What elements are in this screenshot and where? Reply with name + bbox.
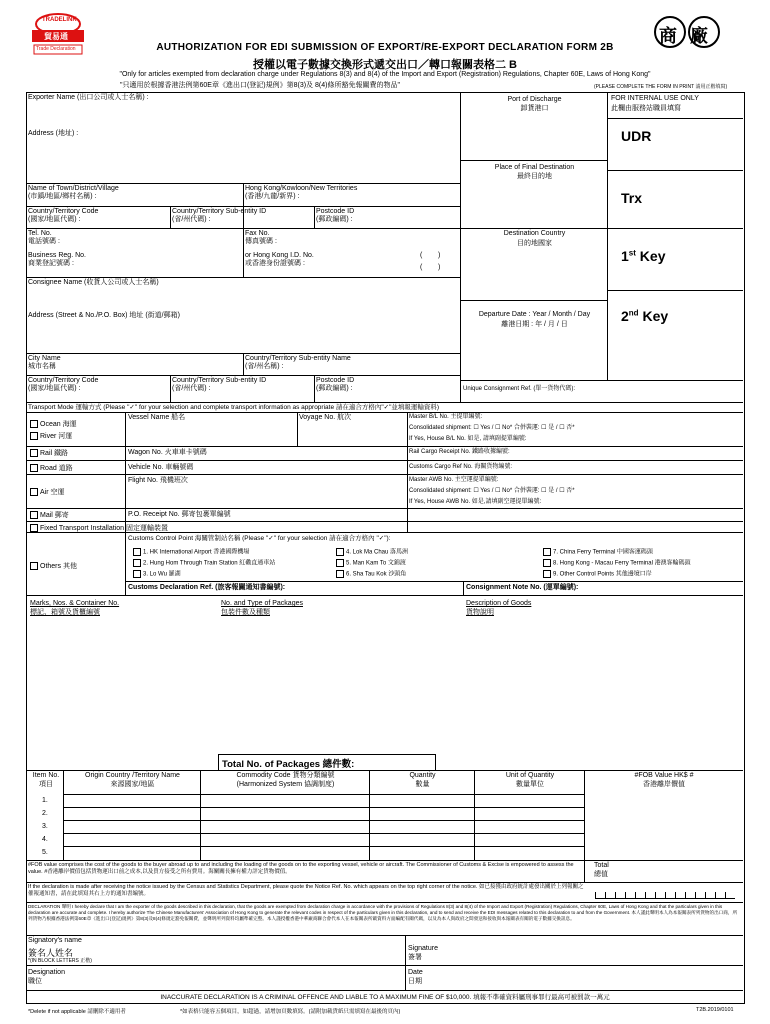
notice-ref-digit[interactable] — [645, 892, 655, 898]
logo — [28, 12, 88, 62]
cp2-option[interactable]: 2. Hung Hom Through Train Station 紅磡直通車站 — [133, 559, 275, 568]
consignee-postcode-label: Postcode ID (郵政編碼) : — [316, 377, 355, 392]
river-checkbox[interactable] — [30, 432, 38, 440]
ocean-checkbox[interactable] — [30, 420, 38, 428]
cp1-option[interactable]: 1. HK International Airport 香港國際機場 — [133, 548, 249, 557]
exporter-postcode-label: Postcode ID (郵政編碼) : — [316, 208, 355, 223]
vehicle-label: Vehicle No. 車輛號碼 — [128, 464, 194, 471]
items-header-en: #FOB Value HK$ # — [634, 772, 694, 779]
port-label-zh: 卸貨港口 — [520, 105, 549, 112]
depart-label-zh: 離港日期 : 年 / 月 / 日 — [501, 321, 568, 328]
road-checkbox[interactable] — [30, 464, 38, 472]
logo-text-top: TRADELINK — [42, 17, 77, 23]
total-label-zh: 總值 — [594, 871, 608, 878]
ocean-option[interactable]: Ocean 海運 — [30, 420, 77, 429]
subentity-name-label: Country/Territory Sub-entity Name (省/州名稱) : — [245, 355, 351, 370]
items-header-en: Commodity Code 貨物分類編號 — [236, 772, 335, 779]
depart-label-en: Departure Date : Year / Month / Day — [478, 311, 591, 318]
cp6-option[interactable]: 6. Sha Tau Kok 沙頭角 — [336, 570, 406, 579]
road-option[interactable]: Road 道路 — [30, 464, 73, 473]
notice-ref-digit[interactable] — [595, 892, 605, 898]
marks-label-en: Marks, Nos. & Container No. — [30, 600, 120, 607]
exporter-subentity-label: Country/Territory Sub-entity ID (省/州代碼) : — [172, 208, 267, 223]
consignee-country-label: Country/Territory Code (國家/地區代碼) : — [28, 377, 99, 392]
signatory-hint: *(IN BLOCK LETTERS 正楷) — [28, 958, 92, 964]
designation-label-zh: 職位 — [28, 978, 42, 985]
master-awb-label: Master AWB No. 主空運提單編號: — [409, 477, 499, 483]
items-header-en: Quantity — [409, 772, 436, 779]
house-bl-label: If Yes, House B/L No. 如是, 請填副提單編號: — [409, 436, 527, 442]
exemption-note-en: "Only for articles exempted from declaration charge under Regulations 8(3) and 8(4) of the Import and Export (Registration) Regulations, Chapter 60E, Laws of Hong Kong" — [119, 71, 651, 78]
port-label-en: Port of Discharge — [507, 96, 562, 103]
notice-ref-boxes[interactable] — [595, 892, 735, 899]
others-checkbox[interactable] — [30, 562, 38, 570]
dest-country-label-en: Destination Country — [503, 230, 566, 237]
item-row-number: 3. — [42, 823, 48, 830]
consignee-name-label: Consignee Name (收貨人公司或人士名稱) — [28, 279, 159, 286]
logo-text-middle: 貿易通 — [44, 32, 68, 41]
signatory-label-en: Signatory's name — [28, 937, 82, 944]
notice-ref-digit[interactable] — [635, 892, 645, 898]
penalty-warning: INACCURATE DECLARATION IS A CRIMINAL OFFENCE AND LIABLE TO A MAXIMUM FINE OF $10,000. 填報不準確資料屬刑事罪行最高可被罰款一萬元 — [160, 994, 610, 1001]
office-title-en: FOR INTERNAL USE ONLY — [611, 95, 699, 102]
final-dest-label-en: Place of Final Destination — [494, 164, 575, 171]
signature-label-en: Signature — [408, 945, 438, 952]
notice-ref-digit[interactable] — [685, 892, 695, 898]
notice-ref-digit[interactable] — [625, 892, 635, 898]
udr-label: UDR — [621, 128, 652, 144]
house-awb-label: If Yes, House AWB No. 如是,請填副空運提單編號: — [409, 499, 542, 505]
items-header-en: Item No. — [32, 772, 60, 779]
office-title-zh: 此欄由服務站職員填寫 — [611, 105, 681, 112]
trx-label: Trx — [621, 190, 643, 206]
wagon-label: Wagon No. 火車車卡號碼 — [128, 449, 207, 456]
exemption-note-zh: "只適用於根據香港法例第60E章《進出口(登記)規例》第8(3)及 8(4)條所豁免報關費的物品" — [120, 82, 400, 89]
city-label: City Name 城市名稱 — [28, 355, 61, 370]
signature-label-zh: 簽署 — [408, 954, 422, 961]
paren-open: ( — [420, 264, 423, 271]
air-checkbox[interactable] — [30, 488, 38, 496]
consignee-subentity-label: Country/Territory Sub-entity ID (省/州代碼) : — [172, 377, 267, 392]
signatory-label-zh: 簽名人姓名 — [28, 948, 74, 958]
town-label: Name of Town/District/Village (市鎮/地區/鄉村名稱) : — [28, 185, 119, 200]
mail-option[interactable]: Mail 郵寄 — [30, 511, 69, 520]
items-header-zh: 數量單位 — [516, 781, 544, 788]
hkid-label: or Hong Kong I.D. No. 或香港身份證號碼 : — [245, 252, 314, 267]
cp4-option[interactable]: 4. Lok Ma Chau 落馬洲 — [336, 548, 408, 557]
customs-decl-ref-label: Customs Declaration Ref. (旅客報關通知書編號): — [128, 584, 286, 591]
marks-label-zh: 標記、箱號及貨櫃編號 — [30, 609, 100, 616]
items-header-zh: 數量 — [415, 781, 430, 788]
cp8-option[interactable]: 8. Hong Kong - Macau Ferry Terminal 港澳客輪碼頭 — [543, 559, 691, 568]
item-row-number: 4. — [42, 836, 48, 843]
total-label-en: Total — [594, 862, 609, 869]
transport-header: Transport Mode 運輸方式 (Please "✓" for your selection and complete transport information as appropriate 請在適合方格內"✓"並填報運輸資料) — [28, 404, 440, 411]
exporter-country-label: Country/Territory Code (國家/地區代碼) : — [28, 208, 99, 223]
flight-label: Flight No. 飛機班次 — [128, 477, 188, 484]
items-header-en: Origin Country /Territory Name — [85, 772, 180, 779]
declaration-text: DECLARATION 聲明 I hereby declare that I am the exporter of the goods described in this declaration, that the goods are exempted from declaration charge in accordance with the provisions of Regulations 8(3) and 8(4) of the Import and Export (Registration) Regulations, Chapter 60E, Laws of Hong Kong and that the particulars given in this declaration are accurate and complete. I hereby authorize The Chinese Manufacturers' Association of Hong Kong to generate the relevant codes in respect of the particulars given in this declaration, and to send and receive the EDI messages related to this declaration to and from the Government. 本人謹此聲明本人為本報關表所列貨物的出口商，所列貨物乃根據香港法例第60E章《進出口(登記)規例》第8(3)及8(4)條規定豁免報關費，並聲明所列資料均屬準確完整。本人謹授權香港中華廠商聯合會代本人在本報關表所載資料方面編配有關代碼，以及為本人與政府之間發送和接收與本報關表有關的電子數據交換訊息。 — [28, 904, 738, 921]
cp7-option[interactable]: 7. China Ferry Terminal 中國客運碼頭 — [543, 548, 653, 557]
notice-ref-digit[interactable] — [675, 892, 685, 898]
items-header-zh: (Harmonized System 協調制度) — [236, 781, 335, 788]
items-header-zh: 香港離岸價值 — [643, 781, 685, 788]
items-header-zh: 項目 — [39, 781, 53, 788]
footnote-delete: *Delete if not applicable 請刪除不適用者 — [28, 1009, 126, 1015]
second-key-label: 2nd Key — [621, 308, 669, 324]
master-bl-label: Master B/L No. 主提單編號: — [409, 414, 483, 420]
form-code: T2B.2019/0101 — [696, 1007, 734, 1013]
mail-checkbox[interactable] — [30, 511, 38, 519]
notice-ref-digit[interactable] — [615, 892, 625, 898]
paren-open: ( — [420, 252, 423, 259]
form-title-en: AUTHORIZATION FOR EDI SUBMISSION OF EXPORT/RE-EXPORT DECLARATION FORM 2B — [156, 42, 614, 53]
consolidated-shipment-sea: Consolidated shipment: ☐ Yes / ☐ No* 合併裝運: ☐ 是 / ☐ 否* — [409, 425, 575, 431]
ucr-label: Unique Consignment Ref. (單一貨物代碼): — [463, 386, 576, 392]
print-note: (PLEASE COMPLETE THE FORM IN PRINT 請用正楷填寫) — [594, 84, 728, 90]
cp9-option[interactable]: 9. Other Control Points 其他邊境口岸 — [543, 570, 652, 579]
item-row-number: 5. — [42, 849, 48, 856]
item-row-number: 1. — [42, 797, 48, 804]
stamp-text: 商廠 — [659, 26, 721, 46]
packages-label-zh: 包裝件數及種類 — [221, 609, 270, 616]
po-receipt-label: P.O. Receipt No. 郵寄包裹單編號 — [128, 511, 231, 518]
territory-label: Hong Kong/Kowloon/New Territories (香港/九龍/新界) : — [245, 185, 358, 200]
designation-label-en: Designation — [28, 969, 65, 976]
dest-country-label-zh: 目的地國家 — [517, 240, 552, 247]
packages-label-en: No. and Type of Packages — [221, 600, 303, 607]
notice-ref-digit[interactable] — [695, 892, 705, 898]
final-dest-label-zh: 最終目的地 — [517, 173, 552, 180]
date-label-zh: 日期 — [408, 978, 422, 985]
items-header-zh: 來源國家/地區 — [110, 781, 155, 788]
items-header-en: Unit of Quantity — [505, 772, 555, 779]
fax-label: Fax No. 傳真號碼 : — [245, 230, 277, 245]
first-key-label: 1st Key — [621, 248, 666, 264]
notice-ref-digit[interactable] — [725, 892, 735, 898]
rail-receipt-label: Rail Cargo Receipt No. 鐵路收據編號: — [409, 449, 510, 455]
air-option[interactable]: Air 空運 — [30, 488, 65, 497]
control-point-header: Customs Control Point 海關管制站名稱 (Please "✓" for your selection 請在適合方格內 "✓"): — [128, 535, 391, 542]
description-label-zh: 貨物說明 — [466, 609, 494, 616]
item-row-number: 2. — [42, 810, 48, 817]
total-packages-label: Total No. of Packages 總件數: — [222, 759, 355, 770]
consignee-address-label: Address (Street & No./P.O. Box) 地址 (街道/郵箱) — [28, 312, 180, 319]
date-label-en: Date — [408, 969, 423, 976]
voyage-label: Voyage No. 航次 — [299, 414, 352, 421]
vessel-label: Vessel Name 船名 — [128, 414, 186, 421]
rail-checkbox[interactable] — [30, 449, 38, 457]
paren-close: ) — [438, 264, 441, 271]
paren-close: ) — [438, 252, 441, 259]
fob-note: #FOB value comprises the cost of the goods to the buyer abroad up to and including the loading of the goods on to the exporting vessel, vehicle or aircraft. The Commissioner of Customs & Excise is empowered to assess the value. #香港離岸價值包括貨物運出口前之成本,以及買方接受之所有費用。海關關長擁有權力評定貨物價值。 — [28, 862, 574, 875]
footnote-items: *如表格只能容五個項目，如超過，請增加頁數填寫。(請附加載貨紙只需填寫在最後的頁內) — [180, 1009, 401, 1015]
rail-option[interactable]: Rail 鐵路 — [30, 449, 68, 458]
logo-text-bottom: Trade Declaration — [36, 46, 76, 52]
notice-ref-digit[interactable] — [605, 892, 615, 898]
notice-ref-digit[interactable] — [665, 892, 675, 898]
cp3-option[interactable]: 3. Lo Wu 羅湖 — [133, 570, 181, 579]
river-option[interactable]: River 河運 — [30, 432, 72, 441]
notice-ref-digit[interactable] — [715, 892, 725, 898]
notice-ref-digit[interactable] — [705, 892, 715, 898]
cma-stamp-icon — [650, 14, 730, 50]
cp5-option[interactable]: 5. Man Kam To 文錦渡 — [336, 559, 406, 568]
others-option[interactable]: Others 其他 — [30, 562, 77, 571]
description-label-en: Description of Goods — [466, 600, 532, 607]
fixed-transport-checkbox[interactable] — [30, 524, 38, 532]
form-title-zh: 授權以電子數據交換形式遞交出口／轉口報關表格二 B — [253, 59, 517, 71]
consignment-note-label: Consignment Note No. (運單編號): — [466, 584, 579, 591]
br-label: Business Reg. No. 商業登記號碼 : — [28, 252, 86, 267]
fixed-transport-option[interactable]: Fixed Transport Installation 固定運輸裝置 — [30, 524, 168, 533]
notice-ref-text: If the declaration is made after receiving the notice issued by the Census and Statistics Department, please quote the Notice Ref. No. which appears on the top right corner of the notice. 如已接獲由政府統計處發出關於上列報關之催報通知書，請在此填寫其右上方的通知書編號。 — [28, 884, 584, 897]
consolidated-shipment-air: Consolidated shipment: ☐ Yes / ☐ No* 合併裝運: ☐ 是 / ☐ 否* — [409, 488, 575, 494]
notice-ref-digit[interactable] — [655, 892, 665, 898]
tel-label: Tel. No. 電話號碼 : — [28, 230, 60, 245]
exporter-name-label: Exporter Name (出口公司或人士名稱) : — [28, 94, 149, 101]
customs-ref-label: Customs Cargo Ref No. 海關貨物編號: — [409, 464, 513, 470]
exporter-address-label: Address (地址) : — [28, 130, 79, 137]
